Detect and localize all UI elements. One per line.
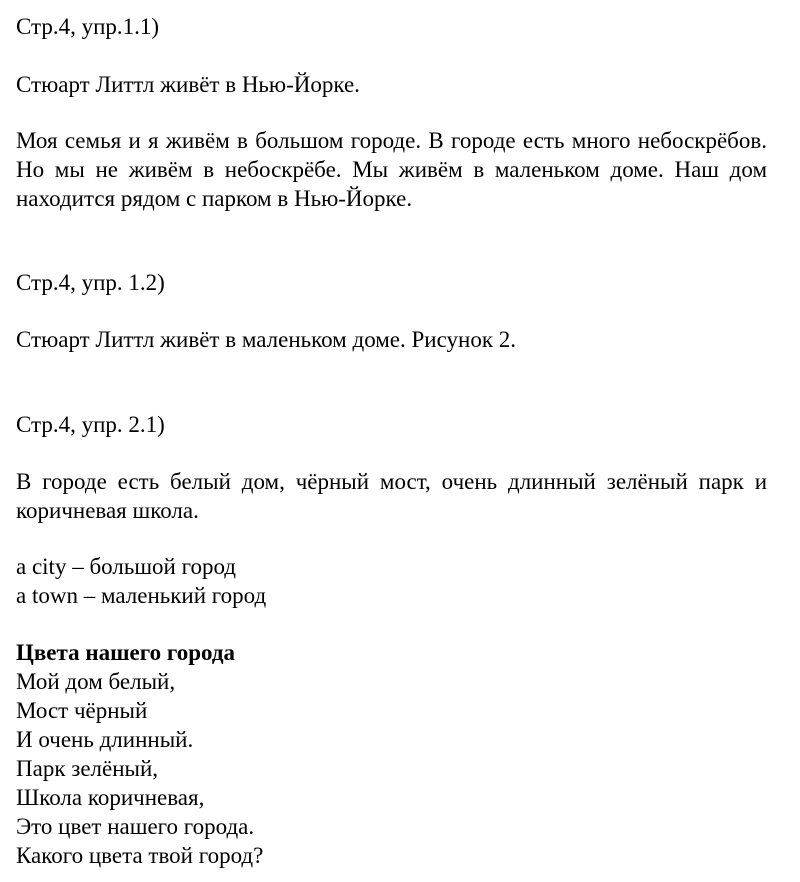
poem-line: Какого цвета твой город?	[16, 843, 264, 868]
paragraph-1-1: Моя семья и я живём в большом городе. В городе есть много небоскрёбов. Но мы не живём в небоскрёбе. Мы живём в маленьком доме. Наш дом находится рядом с парком в Нью-Йорке.	[16, 128, 767, 211]
poem-line: И очень длинный.	[16, 727, 194, 752]
vocab-item: a city – большой город	[16, 554, 236, 579]
answer-1-1: Стюарт Литтл живёт в Нью-Йорке.	[16, 72, 360, 97]
vocab-item: a town – маленький город	[16, 583, 267, 608]
section-heading-1-2: Стр.4, упр. 1.2)	[16, 270, 165, 295]
poem-line: Школа коричневая,	[16, 785, 205, 810]
poem-title: Цвета нашего города	[16, 640, 235, 665]
paragraph-2-1: В городе есть белый дом, чёрный мост, очень длинный зелёный парк и коричневая школа.	[16, 469, 767, 523]
poem-line: Мой дом белый,	[16, 669, 176, 694]
answer-1-2: Стюарт Литтл живёт в маленьком доме. Рисунок 2.	[16, 327, 517, 352]
poem-line: Парк зелёный,	[16, 756, 159, 781]
section-heading-2-1: Стр.4, упр. 2.1)	[16, 412, 165, 437]
section-heading-1-1: Стр.4, упр.1.1)	[16, 14, 160, 39]
poem-line: Мост чёрный	[16, 698, 148, 723]
poem-line: Это цвет нашего города.	[16, 814, 255, 839]
